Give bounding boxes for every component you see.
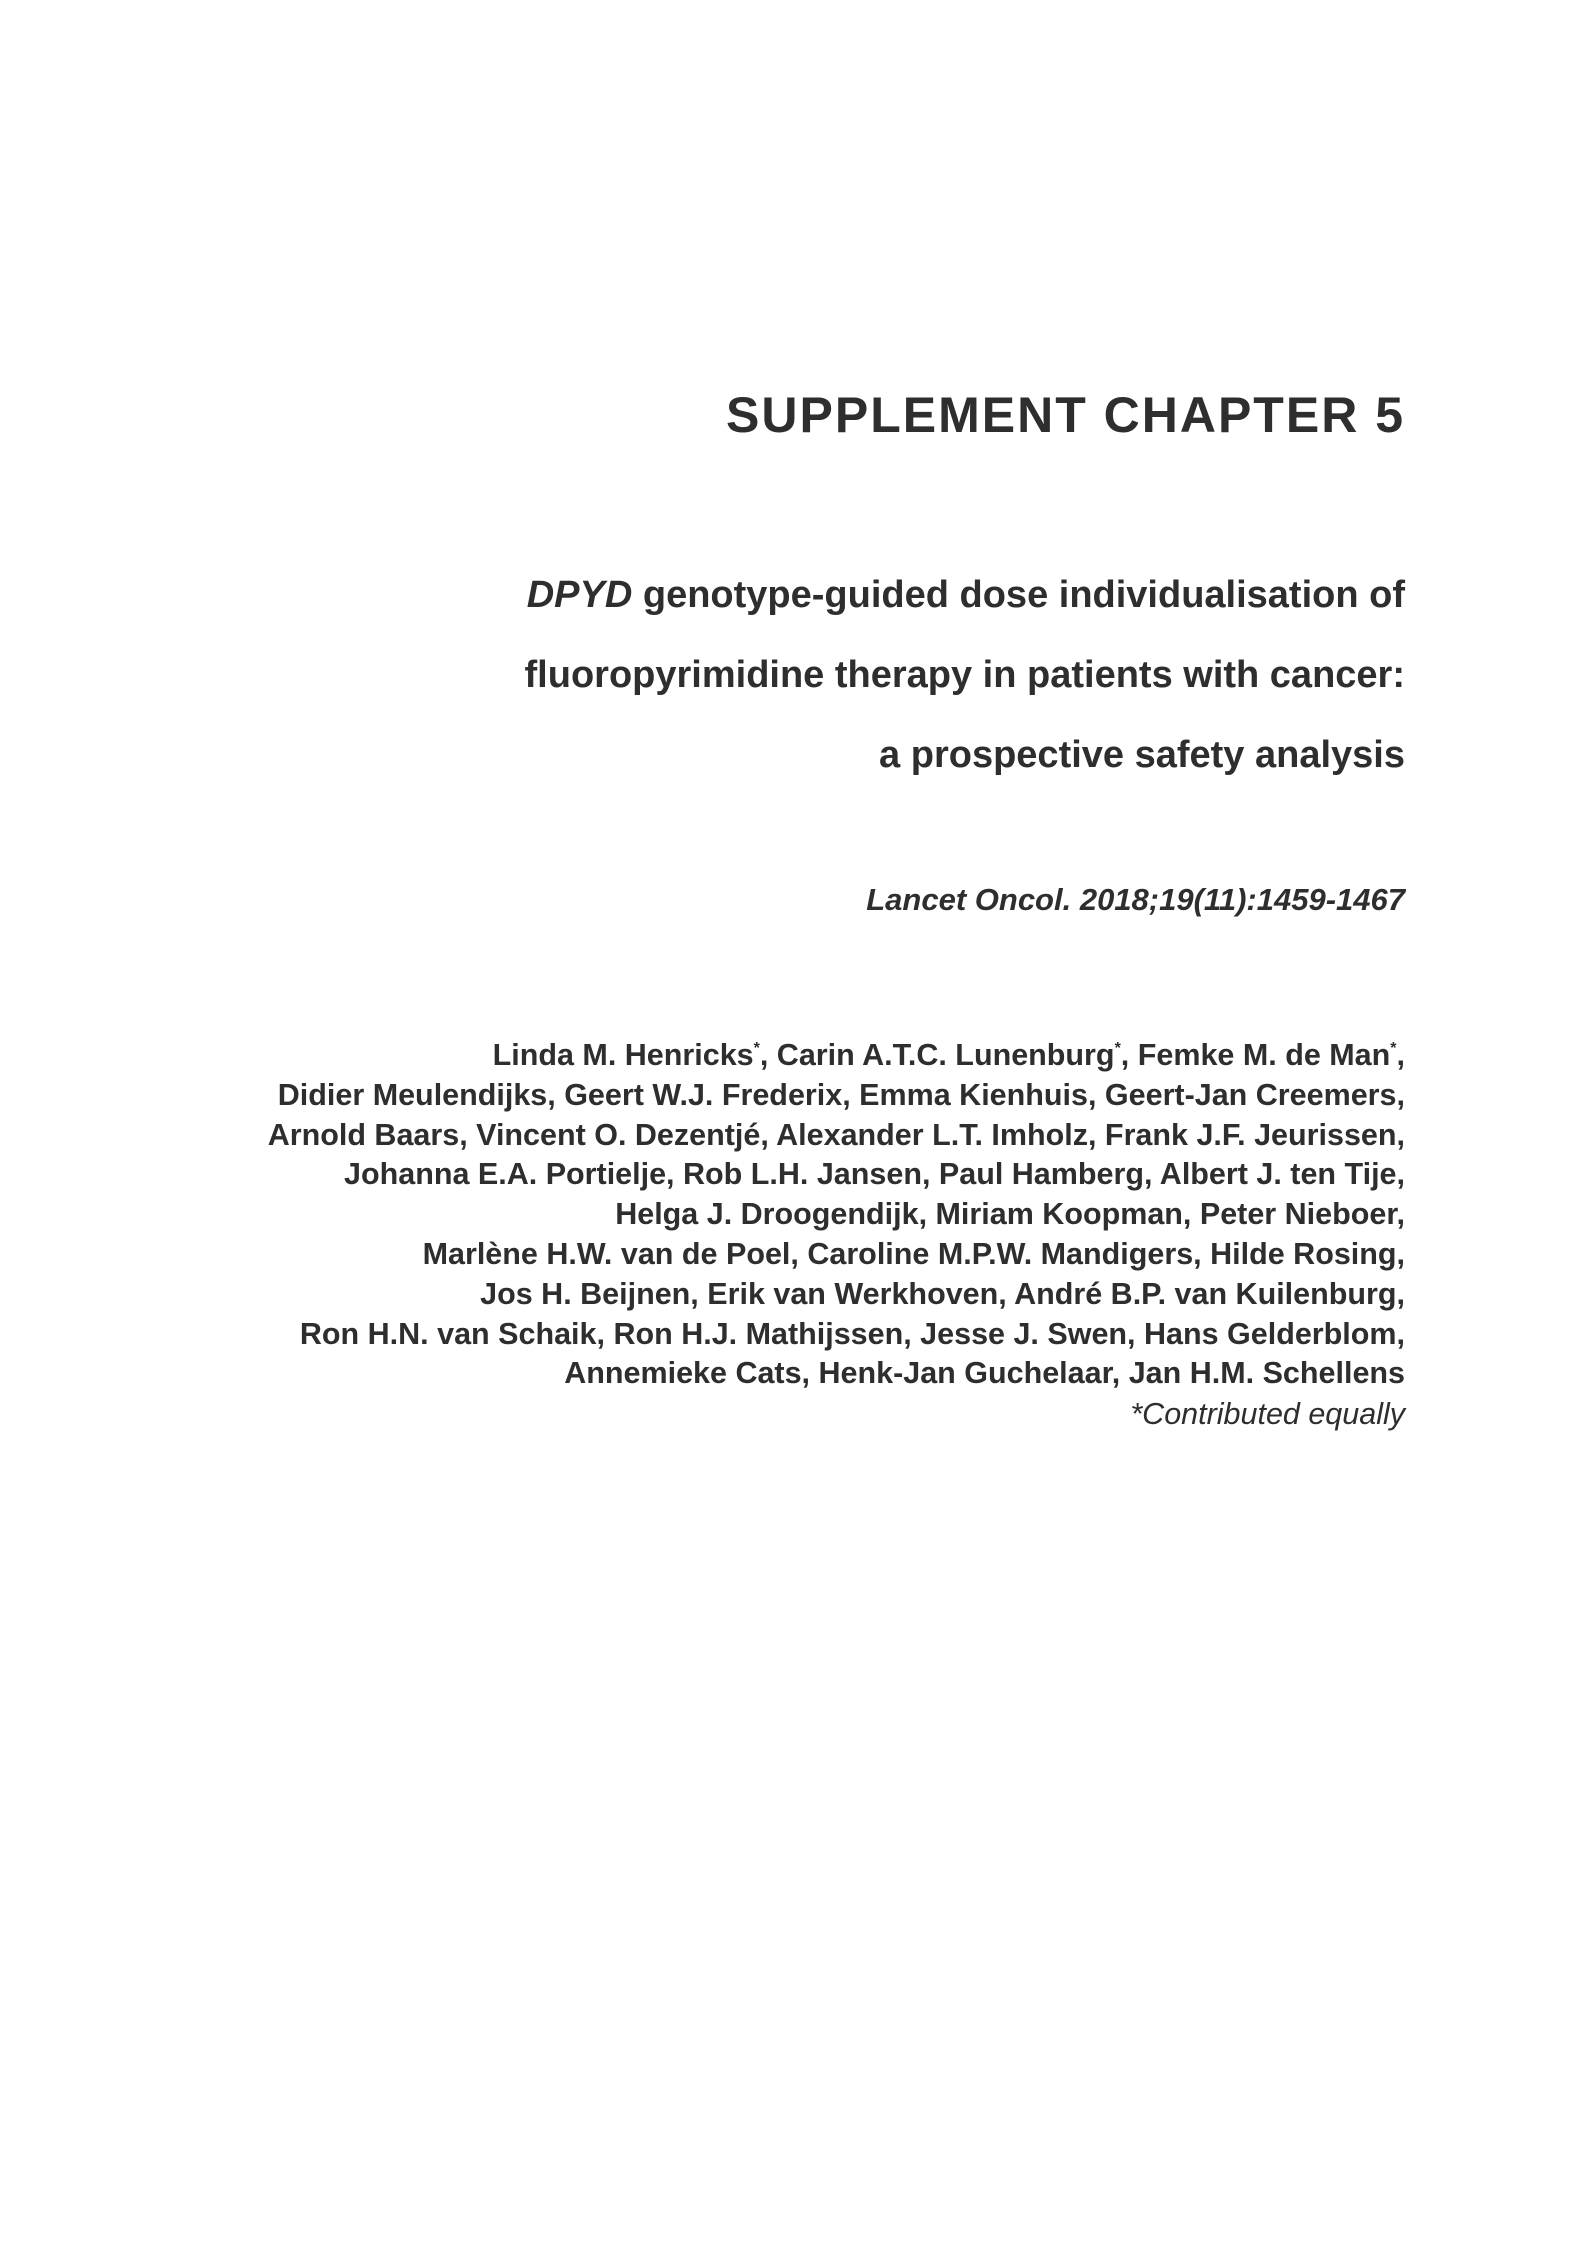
author-name: , Carin A.T.C. Lunenburg xyxy=(759,1038,1115,1072)
chapter-heading: SUPPLEMENT CHAPTER 5 xyxy=(726,387,1405,443)
journal-citation: Lancet Oncol. 2018;19(11):1459-1467 xyxy=(866,882,1405,917)
author-line: Jos H. Beijnen, Erik van Werkhoven, André B.P. van Kuilenburg, xyxy=(480,1276,1405,1311)
article-title xyxy=(155,555,1405,795)
author-name: , Femke M. de Man xyxy=(1120,1038,1391,1072)
author-line-1 xyxy=(155,1036,1405,1076)
author-line: Helga J. Droogendijk, Miriam Koopman, Peter Nieboer, xyxy=(615,1197,1405,1232)
gene-name: DPYD xyxy=(526,574,633,616)
article-title-line-3: a prospective safety analysis xyxy=(879,734,1405,776)
article-title-line-2: fluoropyrimidine therapy in patients with cancer: xyxy=(524,654,1405,696)
author-line: Annemieke Cats, Henk-Jan Guchelaar, Jan H.M. Schellens xyxy=(564,1356,1405,1391)
equal-contribution-mark: * xyxy=(1390,1040,1397,1057)
author-line-end: , xyxy=(1396,1038,1405,1072)
equal-contribution-mark: * xyxy=(753,1040,760,1057)
contribution-footnote: *Contributed equally xyxy=(1130,1397,1405,1431)
article-title-line-1 xyxy=(155,555,1405,635)
author-name: Linda M. Henricks xyxy=(492,1038,754,1072)
article-title-line-1-rest: genotype-guided dose individualisation of xyxy=(632,574,1405,616)
author-list xyxy=(155,1036,1405,1394)
author-line: Ron H.N. van Schaik, Ron H.J. Mathijssen, Jesse J. Swen, Hans Gelderblom, xyxy=(299,1316,1405,1351)
author-line: Didier Meulendijks, Geert W.J. Frederix, Emma Kienhuis, Geert-Jan Creemers, xyxy=(277,1077,1405,1112)
author-line: Arnold Baars, Vincent O. Dezentjé, Alexander L.T. Imholz, Frank J.F. Jeurissen, xyxy=(267,1117,1405,1152)
equal-contribution-mark: * xyxy=(1114,1040,1121,1057)
author-line: Marlène H.W. van de Poel, Caroline M.P.W. Mandigers, Hilde Rosing, xyxy=(422,1236,1405,1271)
author-line: Johanna E.A. Portielje, Rob L.H. Jansen, Paul Hamberg, Albert J. ten Tije, xyxy=(344,1157,1405,1192)
